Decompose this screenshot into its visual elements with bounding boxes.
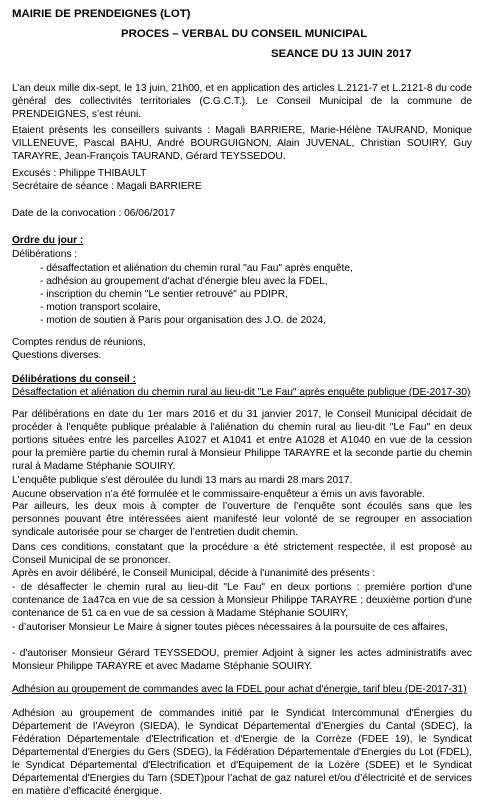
deliberation-1-autoriser-adjoint: - d'autoriser Monsieur Gérard TEYSSEDOU, premier Adjoint à signer les actes administratifs avec Monsieur Philippe TARAYRE et avec Madame Stéphanie SOUIRY. — [12, 648, 472, 672]
deliberation-1-desaffecter: - de désaffecter le chemin rural au lieu-dit "Le Fau" en deux portions : première portion d'une contenance de 1a47ca en vue de sa cession à Monsieur Philippe TARAYRE ; deuxième portion d'une contenance de 51 ca en vue de sa cession à Madame Stéphanie SOUIRY, — [12, 582, 472, 619]
agenda-item: - adhésion au groupement d'achat d'énergie bleu avec la FDEL, — [40, 276, 328, 287]
deliberation-1-paragraph: Par délibérations en date du 1er mars 2016 et du 31 janvier 2017, le Conseil Municipal décidait de procéder à l'enquête publique préalable à l'aliénation du chemin rural au lieu-dit "Le Fau" en deux portions situées entre les parcelles A1027 et A1041 et entre A1028 et A1040 en vue de la cession pour la première partie du chemin rural à Monsieur Philippe TARAYRE et la seconde partie du chemin rural à Madame Stéphanie SOUIRY. — [12, 409, 472, 472]
agenda-list — [40, 262, 353, 327]
comptes-line: Comptes rendus de réunions, — [12, 337, 146, 348]
ordre-du-jour-heading: Ordre du jour : — [12, 235, 84, 246]
deliberation-1-conditions: Dans ces conditions, constatant que la procédure a été strictement respectée, il est proposé au Conseil Municipal de se prononcer. — [12, 542, 472, 566]
agenda-item: - désaffectation et aliénation du chemin rural "au Fau" après enquête, — [40, 263, 353, 274]
presents-paragraph: Etaient présents les conseillers suivants : Magali BARRIERE, Marie-Hélène TAURAND, Monique VILLENEUVE, Pascal BAHU, André BOURGUIGNON, Alain JUVENAL, Christian SOUIRY, Guy TARAYRE, Jean-François TAURAND, Gérard TEYSSEDOU. — [12, 125, 472, 162]
agenda-item: - motion transport scolaire, — [40, 302, 161, 313]
deliberation-1-decision: Après en avoir délibéré, le Conseil Municipal, décide à l'unanimité des présents : — [12, 568, 376, 579]
deliberations-heading: Délibérations du conseil : — [12, 374, 136, 385]
document-title: PROCES – VERBAL DU CONSEIL MUNICIPAL — [121, 28, 368, 40]
deliberation-1-title: Désaffectation et aliénation du chemin rural au lieu-dit "Le Fau" après enquête publique (DE-2017-30) — [12, 387, 471, 398]
intro-paragraph: L’an deux mille dix-sept, le 13 juin, 21h00, et en application des articles L.2121-7 et L.2121-8 du code général des collectivités territoriales (C.G.C.T.). Le Conseil Municipal de la commune de PRENDEIGNES, s’est réuni. — [12, 83, 472, 120]
agenda-item: - motion de soutien à Paris pour organisation des J.O. de 2024, — [40, 315, 326, 326]
deliberation-2-title: Adhésion au groupement de commandes avec la FDEL pour achat d'énergie, tarif bleu (DE-2017-31) — [12, 684, 467, 695]
deliberation-1-enquete: L'enquête publique s'est déroulée du lundi 13 mars au mardi 28 mars 2017. — [12, 475, 353, 486]
deliberation-1-association: Par ailleurs, les deux mois à compter de l’ouverture de l’enquête sont écoulés sans que les personnes pouvant être intéressées aient manifesté leur volonté de se regrouper en association syndicale autorisée pour se charger de l’entretien dudit chemin. — [12, 501, 472, 538]
deliberation-1-observation: Aucune observation n’a été formulée et le commissaire-enquêteur a émis un avis favorable. — [12, 489, 425, 500]
excuses-line: Excusés : Philippe THIBAULT — [12, 168, 147, 179]
questions-line: Questions diverses. — [12, 350, 102, 361]
seance-date: SEANCE DU 13 JUIN 2017 — [271, 48, 412, 60]
agenda-item: - inscription du chemin "Le sentier retrouvé" au PDIPR, — [40, 289, 288, 300]
deliberations-label: Délibérations : — [12, 249, 78, 260]
deliberation-2-paragraph: Adhésion au groupement de commandes initié par le Syndicat Intercommunal d'Énergies du Département de l'Aveyron (SIEDA), le Syndicat Départemental d’Energies du Cantal (SDEC), la Fédération Départementale d'Electrification et d'Energie de la Corrèze (FDEE 19), le Syndicat Départemental d'Energies du Gers (SDEG), la Fédération Départementale d'Energies du Lot (FDEL), le Syndicat Départemental d'Electrification et d'Equipement de la Lozère (SDEE) et le Syndicat Départemental d'Energies du Tarn (SDET)pour l’achat de gaz naturel et/ou d’électricité et de services en matière d’efficacité énergique. — [12, 708, 472, 797]
mairie-heading: MAIRIE DE PRENDEIGNES (LOT) — [12, 8, 191, 20]
convocation-line: Date de la convocation : 06/06/2017 — [12, 208, 176, 219]
secretaire-line: Secrétaire de séance : Magali BARRIERE — [12, 181, 202, 192]
deliberation-1-autoriser-maire: - d’autoriser Monsieur Le Maire à signer toutes pièces nécessaires à la poursuite de ces affaires, — [12, 622, 448, 633]
